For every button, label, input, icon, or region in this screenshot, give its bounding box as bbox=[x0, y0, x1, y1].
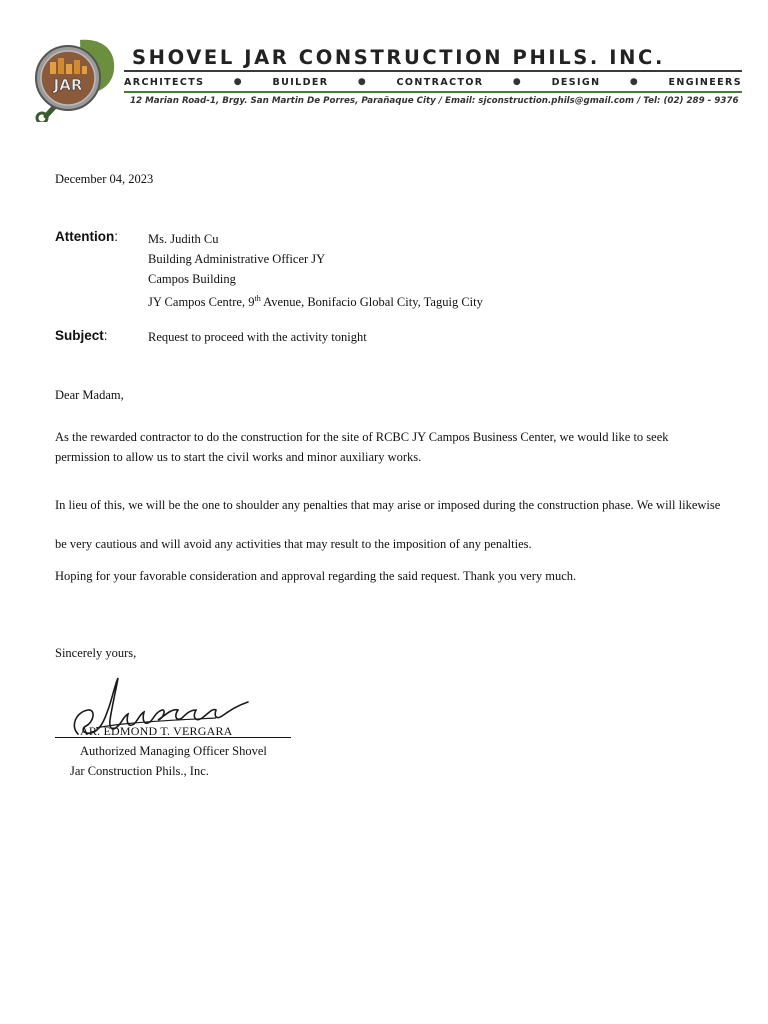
address-part-2: Avenue, Bonifacio Global City, Taguig City bbox=[260, 295, 483, 310]
bullet-icon: ● bbox=[629, 77, 640, 87]
logo-text: JAR bbox=[53, 76, 83, 94]
bullet-icon: ● bbox=[233, 77, 244, 87]
subject-label: Subject: bbox=[55, 328, 108, 343]
service-design: DESIGN bbox=[551, 76, 601, 88]
paragraph-3: Hoping for your favorable consideration and approval regarding the said request. Thank you very much. bbox=[55, 569, 577, 583]
signer-title-line-2: Jar Construction Phils., Inc. bbox=[70, 764, 209, 778]
company-name: SHOVEL JAR CONSTRUCTION PHILS. INC. bbox=[132, 46, 665, 69]
letterhead bbox=[0, 0, 768, 130]
bullet-icon: ● bbox=[357, 77, 368, 87]
service-architects: ARCHITECTS bbox=[124, 76, 205, 88]
subject-text: Request to proceed with the activity tonight bbox=[148, 330, 367, 344]
recipient-title: Building Administrative Officer JY bbox=[148, 252, 326, 266]
letterhead-rule-top bbox=[124, 70, 742, 72]
recipient-building: Campos Building bbox=[148, 272, 236, 286]
signer-name: AR. EDMOND T. VERGARA bbox=[80, 724, 233, 738]
address-part-1: JY Campos Centre, 9 bbox=[148, 295, 255, 310]
greeting: Dear Madam, bbox=[55, 388, 124, 402]
address-superscript: th bbox=[254, 294, 261, 303]
closing: Sincerely yours, bbox=[55, 646, 137, 660]
recipient-name: Ms. Judith Cu bbox=[148, 232, 219, 246]
service-builder: BUILDER bbox=[272, 76, 329, 88]
letterhead-rule-bottom bbox=[124, 91, 742, 93]
signer-title-line-1: Authorized Managing Officer Shovel bbox=[80, 744, 267, 758]
letter-date: December 04, 2023 bbox=[55, 172, 154, 186]
attention-label: Attention: bbox=[55, 229, 118, 244]
recipient-address bbox=[148, 289, 483, 312]
bullet-icon: ● bbox=[512, 77, 523, 87]
paragraph-2: In lieu of this, we will be the one to shoulder any penalties that may arise or imposed during the construction phase. We will likewise be very cautious and will avoid any activities that may result to the imposition of any penalties. bbox=[55, 498, 721, 551]
services-list bbox=[124, 75, 742, 89]
paragraph-1: As the rewarded contractor to do the construction for the site of RCBC JY Campos Business Center, we would like to seek permission to allow us to start the civil works and minor auxiliary works. bbox=[55, 430, 669, 464]
subject-label-text: Subject bbox=[55, 328, 104, 343]
recipient-block bbox=[148, 229, 483, 312]
company-address: 12 Marian Road-1, Brgy. San Martin De Porres, Parañaque City / Email: sjconstruction.phils@gmail.com / Tel: (02) 289 - 9376 bbox=[130, 96, 739, 106]
service-engineers: ENGINEERS bbox=[668, 76, 742, 88]
service-contractor: CONTRACTOR bbox=[396, 76, 484, 88]
attention-label-text: Attention bbox=[55, 229, 115, 244]
company-logo-icon bbox=[28, 36, 120, 122]
